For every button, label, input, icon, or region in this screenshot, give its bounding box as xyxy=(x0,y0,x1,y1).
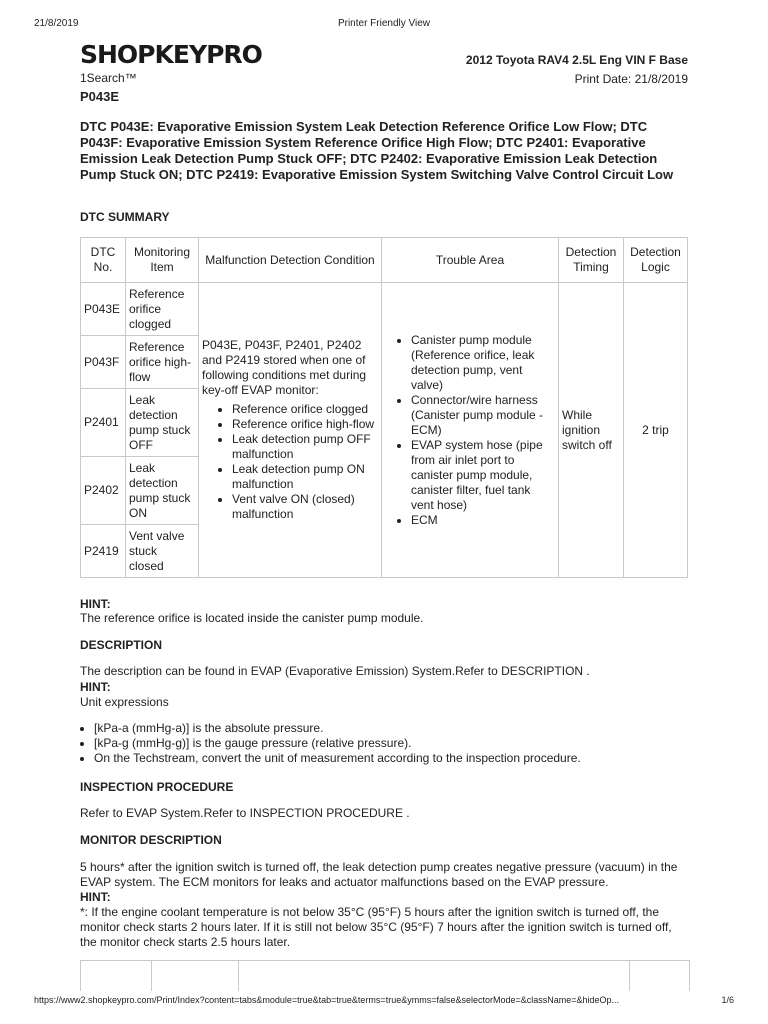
condition-intro: P043E, P043F, P2401, P2402 and P2419 stored when one of following conditions met during key-off EVAP monitor: xyxy=(202,338,367,397)
dtc-summary-table xyxy=(80,237,688,578)
search-label: 1Search™ xyxy=(80,71,137,85)
description-text: The description can be found in EVAP (Evaporative Emission) System.Refer to DESCRIPTION . xyxy=(80,664,590,678)
description-hint-label: HINT: xyxy=(80,680,111,694)
dtc-code-cell: P043F xyxy=(81,336,126,389)
list-item: • Connector/wire harness (Canister pump module - ECM) xyxy=(411,393,555,438)
next-table-partial xyxy=(80,960,690,991)
header-dtc-no: DTC No. xyxy=(81,238,126,283)
inspection-heading: INSPECTION PROCEDURE xyxy=(80,780,234,794)
detection-logic-cell: 2 trip xyxy=(624,283,688,578)
list-item: • Reference orifice clogged xyxy=(232,402,378,417)
monitoring-item-cell: Leak detection pump stuck OFF xyxy=(126,389,199,457)
detection-timing-cell: While ignition switch off xyxy=(559,283,624,578)
unit-expressions-list xyxy=(80,721,694,766)
monitoring-item-cell: Vent valve stuck closed xyxy=(126,525,199,578)
header-monitoring-item: Monitoring Item xyxy=(126,238,199,283)
dtc-code-cell: P2402 xyxy=(81,457,126,525)
shopkey-pro-logo xyxy=(80,40,262,70)
list-item: • ECM xyxy=(411,513,555,528)
header-malfunction-condition: Malfunction Detection Condition xyxy=(199,238,382,283)
monitoring-item-cell: Reference orifice clogged xyxy=(126,283,199,336)
hint-label: HINT: xyxy=(80,597,111,611)
trouble-area-list xyxy=(385,333,555,528)
table-header-row xyxy=(81,238,688,283)
monitor-hint-label: HINT: xyxy=(80,890,111,904)
description-hint-text: Unit expressions xyxy=(80,695,169,709)
print-date: Print Date: 21/8/2019 xyxy=(574,72,688,86)
print-header-date: 21/8/2019 xyxy=(34,18,79,29)
list-item: • Canister pump module (Reference orifice, leak detection pump, vent valve) xyxy=(411,333,555,393)
document-title: DTC P043E: Evaporative Emission System Leak Detection Reference Orifice Low Flow; DTC P043F: Evaporative Emission System Reference Orifice High Flow; DTC P2401: Evaporative Emission Leak Detection Pump Stuck OFF; DTC P2402: Evaporative Emission Leak Detection Pump Stuck ON; DTC P2419: Evaporative Emission System Switching Valve Control Circuit Low xyxy=(80,119,674,182)
dtc-code-cell: P2419 xyxy=(81,525,126,578)
dtc-code-cell: P2401 xyxy=(81,389,126,457)
trouble-area-cell xyxy=(382,283,559,578)
table-divider xyxy=(238,961,239,991)
condition-list xyxy=(202,402,378,522)
list-item: • Vent valve ON (closed) malfunction xyxy=(232,492,378,522)
monitoring-item-cell: Leak detection pump stuck ON xyxy=(126,457,199,525)
inspection-text: Refer to EVAP System.Refer to INSPECTION PROCEDURE . xyxy=(80,806,410,820)
header-trouble-area: Trouble Area xyxy=(382,238,559,283)
list-item: • Reference orifice high-flow xyxy=(232,417,378,432)
print-footer-page: 1/6 xyxy=(721,995,734,1005)
malfunction-condition-cell xyxy=(199,283,382,578)
logo-part2: PRO xyxy=(206,40,262,69)
list-item: • [kPa-g (mmHg-g)] is the gauge pressure (relative pressure). xyxy=(94,736,694,751)
table-row xyxy=(81,283,688,336)
monitoring-item-cell: Reference orifice high-flow xyxy=(126,336,199,389)
logo-part1: SHOPKEY xyxy=(80,40,207,69)
header-detection-timing: Detection Timing xyxy=(559,238,624,283)
description-heading: DESCRIPTION xyxy=(80,638,163,652)
header-detection-logic: Detection Logic xyxy=(624,238,688,283)
dtc-summary-heading: DTC SUMMARY xyxy=(80,210,170,224)
vehicle-info: 2012 Toyota RAV4 2.5L Eng VIN F Base xyxy=(465,53,688,67)
dtc-code-cell: P043E xyxy=(81,283,126,336)
list-item: • Leak detection pump OFF malfunction xyxy=(232,432,378,462)
list-item: • Leak detection pump ON malfunction xyxy=(232,462,378,492)
print-footer-url: https://www2.shopkeypro.com/Print/Index?content=tabs&module=true&tab=true&terms=true&ymms=false&selectorMode=&className=&hideOp... xyxy=(34,995,620,1005)
dtc-code-title: P043E xyxy=(80,89,120,104)
print-header-title: Printer Friendly View xyxy=(337,18,431,29)
list-item: • [kPa-a (mmHg-a)] is the absolute pressure. xyxy=(94,721,694,736)
table-divider xyxy=(629,961,630,991)
table-divider xyxy=(151,961,152,991)
monitor-text: 5 hours* after the ignition switch is turned off, the leak detection pump creates negative pressure (vacuum) in the EVAP system. The ECM monitors for leaks and actuator malfunctions based on the EVAP pressure. xyxy=(80,860,678,889)
monitor-hint-text: *: If the engine coolant temperature is not below 35°C (95°F) 5 hours after the ignition switch is turned off, the monitor check starts 2 hours later. If it is still not below 35°C (95°F) 7 hours after the ignition switch is turned off, the monitor check starts 2.5 hours later. xyxy=(80,905,672,949)
monitor-heading: MONITOR DESCRIPTION xyxy=(80,833,222,847)
list-item: • On the Techstream, convert the unit of measurement according to the inspection procedure. xyxy=(94,751,694,766)
list-item: • EVAP system hose (pipe from air inlet port to canister pump module, canister filter, fuel tank vent hose) xyxy=(411,438,555,513)
hint-text: The reference orifice is located inside the canister pump module. xyxy=(80,611,424,625)
